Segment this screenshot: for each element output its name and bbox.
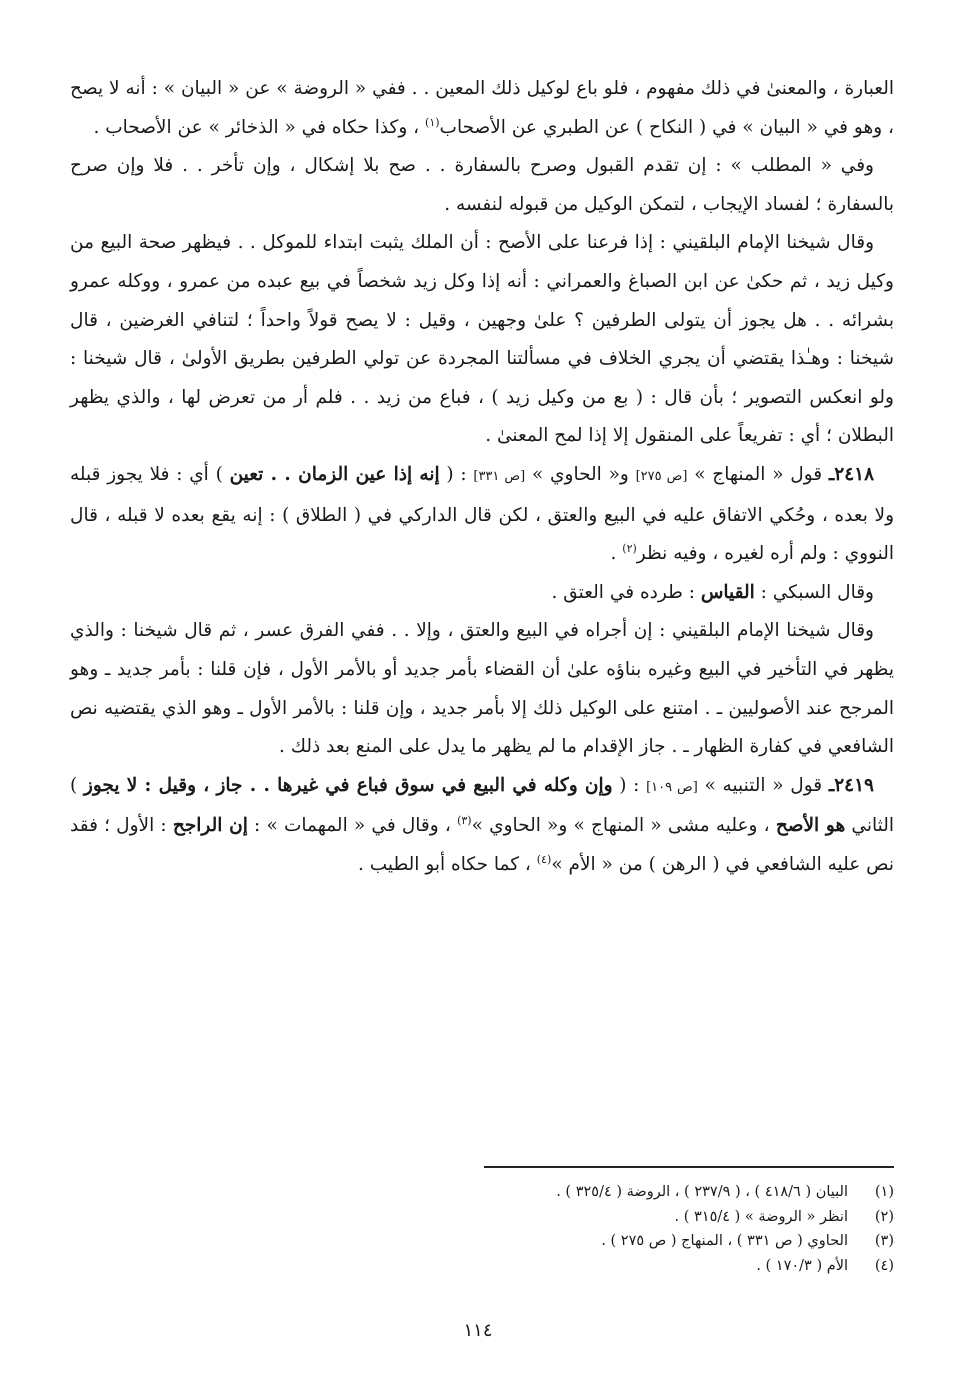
footnote-text: الحاوي ( ص ٣٣١ ) ، المنهاج ( ص ٢٧٥ ) . (601, 1233, 848, 1249)
footnote-1 (70, 1180, 894, 1205)
bold-term: القياس (700, 581, 755, 603)
bold-term: هو الأصح (775, 815, 846, 837)
footnote-2 (70, 1205, 894, 1230)
text-run: وقال السبكي : (754, 581, 874, 603)
text-run: : ( (439, 463, 474, 485)
footnote-text: الأم ( ١٧٠/٣ ) . (756, 1257, 848, 1274)
text-run: قول « المنهاج » (687, 463, 829, 485)
text-run: ، وقال في « المهمات » : (247, 815, 458, 837)
footnote-ref-3[interactable]: (٣) (457, 814, 472, 828)
bold-term: إن الراجح (172, 815, 248, 837)
paragraph-subki (70, 574, 894, 613)
text-run: ، وعليه مشى « المنهاج » و« الحاوي » (471, 815, 776, 837)
text-run: ) أي : فلا يجوز قبله ولا بعده ، وحُكي الاتفاق عليه في البيع والعتق ، لكن قال الداركي في ( الطلاق ) : إنه يقع بعده لا قبله ، قال النووي : ولم أره لغيره ، وفيه نظر (70, 463, 894, 565)
footnote-ref-2[interactable]: (٢) (622, 541, 637, 555)
text-run: : الأول ؛ فقد نص عليه الشافعي في ( الرهن ) من « الأم » (70, 815, 894, 875)
text-run: : ( (612, 774, 647, 796)
entry-number: ٢٤١٨ـ (828, 463, 875, 485)
text-run: العبارة ، والمعنىٰ في ذلك مفهوم ، فلو باع لوكيل ذلك المعين . . ففي « الروضة » عن « البيان » : أنه لا يصح ، وهو في « البيان » في ( النكاح ) عن الطبري عن الأصحاب (70, 78, 894, 138)
page-reference: [ص ٣٣١] (473, 468, 526, 484)
footnote-number: (١) (874, 1184, 894, 1200)
page-number: ١١٤ (463, 1320, 493, 1341)
text-run: ) الثاني (70, 774, 894, 837)
paragraph-bulqini-2: وقال شيخنا الإمام البلقيني : إن أجراه في البيع والعتق ، وإلا . . ففي الفرق عسر ، ثم قال شيخنا : والذي يظهر في التأخير في البيع وغيره بناؤه علىٰ أن القضاء بأمر جديد أو بالأمر الأول ، فإن قلنا : بأمر جديد ـ وهو المرجح عند الأصوليين ـ . امتنع على الوكيل ذلك إلا بأمر جديد ، وإن قلنا : بالأمر الأول ـ وهو الذي يقتضيه نص الشافعي في كفارة الظهار ـ . جاز الإقدام ما لم يظهر ما يدل على المنع بعد ذلك . (70, 620, 894, 758)
text-run: : طرده في العتق . (551, 581, 701, 603)
footnote-number: (٤) (874, 1257, 894, 1274)
entry-2418 (70, 456, 894, 574)
text-run: ، كما حكاه أبو الطيب . (357, 853, 537, 875)
page-reference: [ص ٢٧٥] (635, 468, 688, 484)
quoted-text: إنه إذا عين الزمان . . تعين (229, 463, 440, 485)
text-run: قول « التنبيه » (697, 774, 829, 796)
footnote-ref-1[interactable]: (١) (425, 115, 440, 129)
page-reference: [ص ١٠٩] (646, 779, 698, 795)
text-run: و« الحاوي » (525, 463, 636, 485)
text-run: . (610, 543, 623, 565)
paragraph-matlab: وفي « المطلب » : إن تقدم القبول وصرح بالسفارة . . صح بلا إشكال ، وإن تأخر . . فلا وإن صرح بالسفارة ؛ لفساد الإيجاب ، لتمكن الوكيل من قبوله لنفسه . (70, 155, 894, 215)
footnote-4 (70, 1254, 894, 1279)
text-run: ، وكذا حكاه في « الذخائر » عن الأصحاب . (93, 116, 426, 138)
paragraph-bulqini: وقال شيخنا الإمام البلقيني : إذا فرعنا على الأصح : أن الملك يثبت ابتداء للموكل . . فيظهر صحة البيع من وكيل زيد ، ثم حكىٰ عن ابن الصباغ والعمراني : أنه إذا وكل زيد شخصاً في بيع عبده من عمرو ، ووكله عمرو بشرائه . . هل يجوز أن يتولى الطرفين ؟ علىٰ وجهين ، وقيل : لا يصح قولاً واحداً ؛ لتنافي الغرضين ، قال شيخنا : وهـٰذا يقتضي أن يجري الخلاف في مسألتنا المجردة عن تولي الطرفين بطريق الأولىٰ ، قال شيخنا : ولو انعكس التصوير ؛ بأن قال : ( بع من وكيل زيد ) ، فباع من زيد . . فلم أر من تعرض لها ، والذي يظهر البطلان ؛ أي : تفريعاً على المنقول إلا إذا لمح المعنىٰ . (70, 232, 894, 447)
footnote-text: انظر « الروضة » ( ٣١٥/٤ ) . (674, 1208, 848, 1225)
footnote-ref-4[interactable]: (٤) (536, 852, 552, 866)
footnote-3 (70, 1229, 894, 1254)
footnotes (70, 1180, 894, 1278)
main-text (70, 70, 894, 884)
entry-number: ٢٤١٩ـ (828, 774, 874, 796)
footnote-number: (٢) (874, 1208, 894, 1225)
footnote-text: البيان ( ٤١٨/٦ ) ، ( ٢٣٧/٩ ) ، الروضة ( ٣٢٥/٤ ) . (556, 1184, 848, 1200)
footnote-separator (484, 1166, 894, 1168)
footnote-number: (٣) (874, 1233, 894, 1249)
quoted-text: وإن وكله في البيع في سوق فباع في غيرها . . جاز ، وقيل : لا يجوز (83, 774, 613, 796)
entry-2419 (70, 767, 894, 885)
paragraph-continuation (70, 70, 894, 147)
